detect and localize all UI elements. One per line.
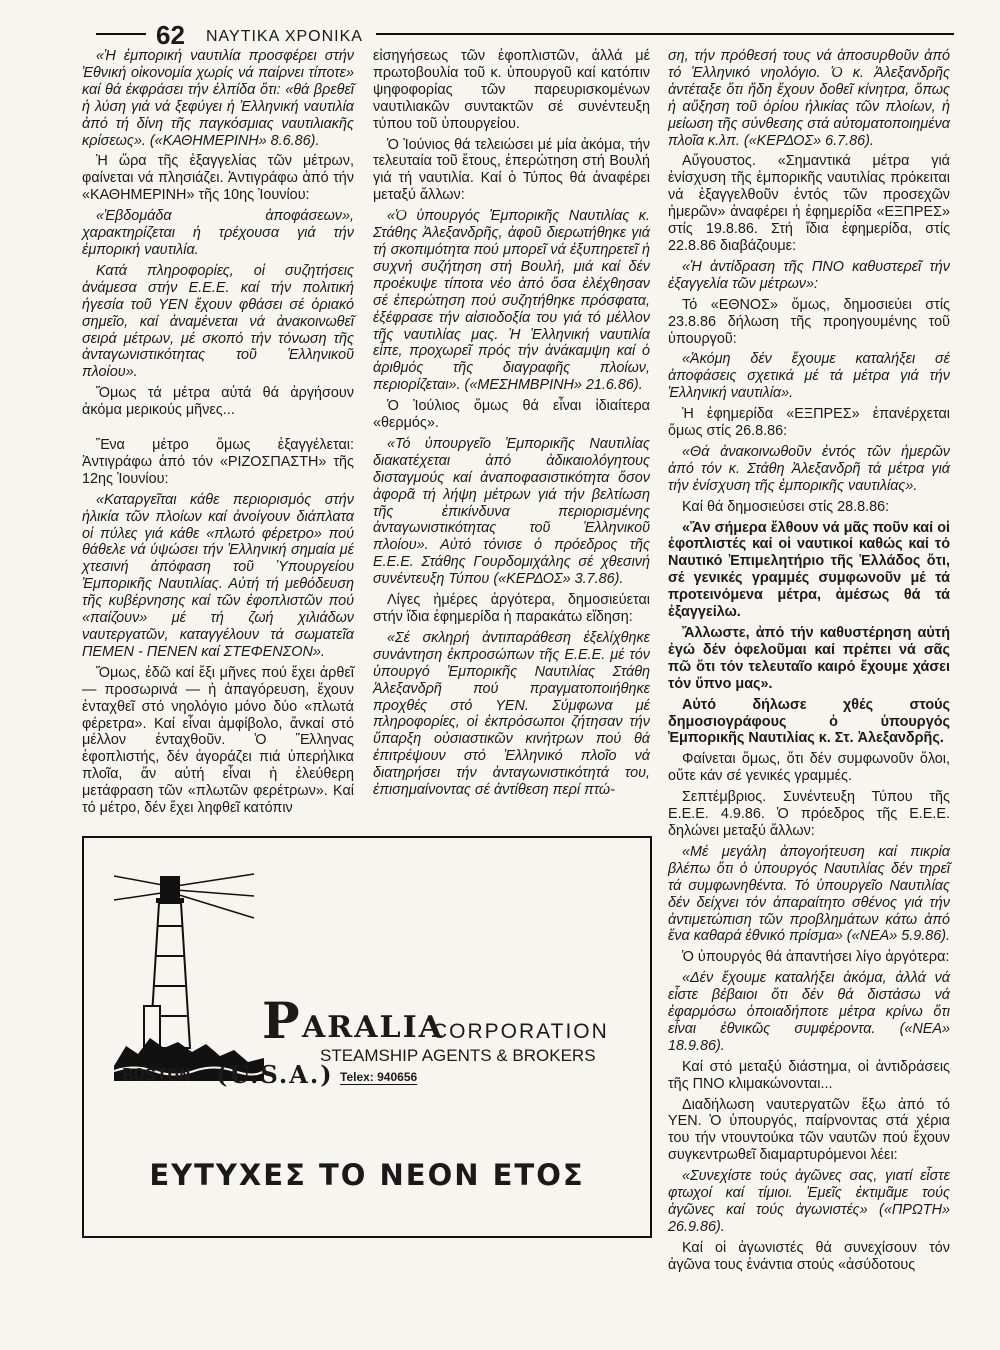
new-year-greeting: ΕΥΤΥΧΕΣ ΤΟ ΝΕΟΝ ΕΤΟΣ: [149, 1158, 585, 1192]
brand-corporation: CORPORATION: [432, 1020, 609, 1043]
article-paragraph: «Θά ἀνακοινωθοῦν ἐντός τῶν ἡμερῶν ἀπό τόν κ. Στάθη Ἀλεξανδρῆ τά μέτρα γιά τήν ἐνίσχυση τῆς ἐμπορικῆς ναυτιλίας».: [668, 443, 950, 494]
lighthouse-icon: [114, 866, 264, 1081]
article-paragraph: «Ἡ ἀντίδραση τῆς ΠΝΟ καθυστερεῖ τήν ἐξαγγελία τῶν μέτρων»:: [668, 258, 950, 292]
article-paragraph: Αὔγουστος. «Σημαντικά μέτρα γιά ἐνίσχυση τῆς ἐμπορικῆς ναυτιλίας πρόκειται νά ἐξαγγελθοῦν ἐντός τῶν προσεχῶν ἡμερῶν» ἀναφέρει ἡ ἐφημερίδα «ΕΞΠΡΕΣ» στίς 19.8.86. Στή ἴδια ἐφημερίδα, στίς 22.8.86 διαβάζουμε:: [668, 153, 950, 254]
header-rule-right: [376, 33, 954, 35]
publication-name: ΝΑΥΤΙΚΑ ΧΡΟΝΙΚΑ: [206, 28, 363, 45]
brand-initial: P: [262, 991, 300, 1050]
article-paragraph: Ὅμως τά μέτρα αὐτά θά ἀργήσουν ἀκόμα μερικούς μῆνες...: [82, 385, 354, 419]
brand-city: BOSTON: [122, 1065, 191, 1087]
article-paragraph: «Ἀκόμη δέν ἔχουμε καταλήξει σέ ἀποφάσεις σχετικά μέ τά μέτρα γιά τήν Ἑλληνική ναυτιλία».: [668, 351, 950, 402]
article-paragraph: Λίγες ἡμέρες ἀργότερα, δημοσιεύεται στήν ἴδια ἐφημερίδα ἡ παρακάτω εἴδηση:: [373, 592, 650, 625]
article-paragraph: Ὁ Ἰούνιος θά τελειώσει μέ μία ἀκόμα, τήν τελευταία τοῦ ἔτους, ἐπερώτηση στή Βουλή γιά τή ναυτιλία. Καί ὁ Τύπος θά ἀναφέρει μεταξύ ἄλλων:: [373, 136, 650, 204]
brand-country: (U.S.A.): [216, 1060, 334, 1089]
article-paragraph: «Τό ὑπουργεῖο Ἐμπορικῆς Ναυτιλίας διακατέχεται ἀπό ἀδικαιολόγητους δισταγμούς καί ἀναποφασιστικότητα ὅσον ἀφορᾶ τή λήψη μέτρων γιά τήν βελτίωση τῆς ἐπικίνδυνα περιορισμένης ἀνταγωνιστικότητας τοῦ Ἑλληνικοῦ πλοίου». Αὐτό τόνισε ὁ πρόεδρος τῆς Ε.Ε.Ε. Στάθης Γουρδομιχάλης σέ χθεσινή συνέντευξη Τύπου («ΚΕΡΔΟΣ» 3.7.86).: [373, 435, 650, 588]
article-paragraph: «Συνεχίστε τούς ἀγῶνες σας, γιατί εἶστε φτωχοί καί τίμιοι. Ἐμεῖς ἐκτιμᾶμε τούς ἀγῶνες καί τούς ἀγωνιστές» («ΠΡΩΤΗ» 26.9.86).: [668, 1168, 950, 1235]
article-paragraph: «Ἑβδομάδα ἀποφάσεων», χαρακτηρίζεται ἡ τρέχουσα γιά τήν ἐμπορική ναυτιλία.: [82, 208, 354, 258]
page-number: 62: [156, 20, 185, 50]
article-paragraph: «Δέν ἔχουμε καταλήξει ἀκόμα, ἀλλά νά εἶστε βέβαιοι ὅτι δέν θά διστάσω νά ἐφαρμόσω ὁποιαδήποτε μέτρα κρίνω ὅτι εἶναι ἐθνικῶς συμφέροντα. («ΝΕΑ» 18.9.86).: [668, 970, 950, 1054]
brand-telex: Telex: 940656: [340, 1070, 418, 1084]
article-paragraph: Διαδήλωση ναυτεργατῶν ἔξω ἀπό τό ΥΕΝ. Ὁ ὑπουργός, παίρνοντας στά χέρια του τήν ντουντούκα τῶν ναυτῶν πού ἔχουν συγκεντρωθεῖ διαμαρτυρόμενοι λέει:: [668, 1096, 950, 1164]
article-paragraph: εἰσηγήσεως τῶν ἐφοπλιστῶν, ἀλλά μέ πρωτοβουλία τοῦ κ. ὑπουργοῦ καί κατόπιν ψηφοφορίας τῶν παρευρισκομένων ναυτιλιακῶν συντακτῶν σέ συνέντευξη τύπου τοῦ ὑπουργείου.: [373, 48, 650, 132]
brand-tagline: STEAMSHIP AGENTS & BROKERS: [320, 1046, 596, 1065]
article-column-2: [373, 48, 650, 803]
article-paragraph: Τό «ΕΘΝΟΣ» ὅμως, δημοσιεύει στίς 23.8.86 δήλωση τῆς προηγουμένης τοῦ ὑπουργοῦ:: [668, 296, 950, 347]
article-paragraph: Ἡ ὥρα τῆς ἐξαγγελίας τῶν μέτρων, φαίνεται νά πλησιάζει. Ἀντιγράφω ἀπό τήν «ΚΑΘΗΜΕΡΙΝΗ» τῆς 10ης Ἰουνίου:: [82, 153, 354, 204]
article-column-1: [82, 48, 354, 821]
page-header: [96, 20, 954, 50]
article-paragraph: Φαίνεται ὅμως, ὅτι δέν συμφωνοῦν ὅλοι, οὔτε κάν σέ γενικές γραμμές.: [668, 751, 950, 785]
article-paragraph: Κατά πληροφορίες, οἱ συζητήσεις ἀνάμεσα στήν Ε.Ε.Ε. καί τήν πολιτική ἡγεσία τοῦ ΥΕΝ ἔχουν φθάσει σέ ὁριακό σημεῖο, καί ἀναμένεται νά ἀνακοινωθεῖ σειρά μέτρων, μέ σκοπό τήν τόνωση τῆς ἀνταγωνιστικότητας τοῦ Ἑλληνικοῦ πλοίου».: [82, 262, 354, 381]
article-paragraph: Σεπτέμβριος. Συνέντευξη Τύπου τῆς Ε.Ε.Ε. 4.9.86. Ὁ πρόεδρος τῆς Ε.Ε.Ε. δηλώνει μεταξύ ἄλλων:: [668, 789, 950, 839]
article-paragraph: Ὁ Ἰούλιος ὅμως θά εἶναι ἰδιαίτερα «θερμός».: [373, 398, 650, 432]
article-paragraph: Αὐτό δήλωσε χθές στούς δημοσιογράφους ὁ ὑπουργός Ἐμπορικῆς Ναυτιλίας κ. Στ. Ἀλεξανδρῆς.: [668, 696, 950, 747]
advertisement: [82, 836, 652, 1238]
article-paragraph: «Μέ μεγάλη ἀπογοήτευση καί πικρία βλέπω ὅτι ὁ ὑπουργός Ναυτιλίας δέν τηρεῖ τά συμφωνηθέντα. Τό ὑπουργεῖο Ναυτιλίας δέν δείχνει τόν ἀπαραίτητο σθένος γιά τήν ἀντιμετώπιση τῶν προβλημάτων κάτω ἀπό ἕνα καθαρά ἐθνικό πρίσμα» («ΝΕΑ» 5.9.86).: [668, 843, 950, 945]
brand-name: ARALIA: [302, 1010, 444, 1045]
article-paragraph: Καί στό μεταξύ διάστημα, οἱ ἀντιδράσεις τῆς ΠΝΟ κλιμακώνονται...: [668, 1058, 950, 1092]
article-paragraph: Ἡ ἐφημερίδα «ΕΞΠΡΕΣ» ἐπανέρχεται ὅμως στίς 26.8.86:: [668, 406, 950, 440]
article-paragraph: Καί οἱ ἀγωνιστές θά συνεχίσουν τόν ἀγῶνα τους ἐνάντια στούς «ἀσύδοτους: [668, 1239, 950, 1273]
article-paragraph: «Ἡ ἐμπορική ναυτιλία προσφέρει στήν Ἐθνική οἰκονομία χωρίς νά παίρνει τίποτε» καί θά ἐκφράσει τήν ἐλπίδα ὅτι: «θά βρεθεῖ ἡ λύση γιά νά ξεφύγει ἡ Ἑλληνική ναυτιλία ἀπό τή δίνη τῆς παγκόσμιας ναυτιλιακῆς κρίσεως». («ΚΑΘΗΜΕΡΙΝΗ» 8.6.86).: [82, 48, 354, 149]
article-paragraph: «Ἄν σήμερα ἔλθουν νά μᾶς ποῦν καί οἱ ἐφοπλιστές καί οἱ ναυτικοί καθώς καί τό Ναυτικό Ἐπιμελητήριο τῆς Ἑλλάδος ὅτι, σέ γενικές γραμμές συμφωνοῦν μέ τά προτεινόμενα μέτρα, ἀμέσως θά τά ἐξαγγείλω.: [668, 519, 950, 621]
article-paragraph: ση, τήν πρόθεσή τους νά ἀποσυρθοῦν ἀπό τό Ἑλληνικό νηολόγιο. Ὁ κ. Ἀλεξανδρῆς ἀντέταξε ὅτι ἤδη ἔχουν δοθεῖ κίνητρα, ὅπως ἡ αὔξηση τοῦ ὁρίου ἡλικίας τῶν πλοίων, ἡ μείωση τῆς σύνθεσης στά αὐτοματοποιημένα πλοῖα κ.λπ. («ΚΕΡΔΟΣ» 6.7.86).: [668, 48, 950, 149]
article-paragraph: Καί θά δημοσιεύσει στίς 28.8.86:: [682, 498, 890, 515]
article-paragraph: «Καταργεῖται κάθε περιορισμός στήν ἡλικία τῶν πλοίων καί ἀνοίγουν διάπλατα οἱ πύλες γιά κάθε «πλωτό φέρετρο» πού θάθελε νά ὑψώσει τήν Ἑλληνική σημαία μέ χτεσινή ἀπόφαση τοῦ Ὑπουργείου Ἐμπορικῆς Ναυτιλίας. Αὐτή τή μεθόδευση τῆς κυβέρνησης καί τῶν ἐφοπλιστῶν πού «παίζουν» μέ τή ζωή χιλιάδων ναυτεργατῶν, καταγγέλουν τά σωματεῖα ΠΕΜΕΝ - ΠΕΝΕΝ καί ΣΤΕΦΕΝΣΟΝ».: [82, 491, 354, 660]
header-rule-left: [96, 33, 146, 35]
article-paragraph: «Ὁ ὑπουργός Ἐμπορικῆς Ναυτιλίας κ. Στάθης Ἀλεξανδρῆς, ἀφοῦ διερωτήθηκε γιά τή σκοπιμότητα πού μπορεῖ νά ἐξυπηρετεῖ ἡ συχνή συζήτηση στή Βουλή, μιά καί δέν προέκυψε τίποτα νέο ἀπό ὅσα ἐλέχθησαν σέ ἐπερώτηση πού συζητήθηκε πρόσφατα, ἐξέφρασε τήν αἰσιοδοξία του γιά τό μέλλον τῆς ναυτιλίας μας. Ἡ Ἑλληνική ναυτιλία εἶπε, προχωρεῖ πρός τήν ἀνάκαμψη καί ὁ ἀριθμός τῆς διαγραφῆς πλοίων, περιορίζεται». («ΜΕΣΗΜΒΡΙΝΗ» 21.6.86).: [373, 208, 650, 394]
article-paragraph: Ἕνα μέτρο ὅμως ἐξαγγέλεται: Ἀντιγράφω ἀπό τόν «ΡΙΖΟΣΠΑΣΤΗ» τῆς 12ης Ἰουνίου:: [82, 437, 354, 487]
article-paragraph: Ὅμως, ἐδῶ καί ἔξι μῆνες πού ἔχει ἀρθεῖ — προσωρινά — ἡ ἀπαγόρευση, ἔχουν ἐνταχθεῖ στό νηολόγιο μόνο δύο «πλωτά φέρετρα». Καί εἶναι ἀμφίβολο, ἄνκαί στό μέλλον ἐνταχθοῦν. Ὁ Ἕλληνας ἐφοπλιστής, δέν ἀγοράζει πιά ὑπερήλικα πλοῖα, ἄν αὐτή εἶναι ἡ ἐλεύθερη μετάφραση τῶν «πλωτῶν φερέτρων». Καί τό μέτρο, δέν ἔχει ληφθεῖ κατόπιν: [82, 664, 354, 817]
article-paragraph: Ὁ ὑπουργός θά ἀπαντήσει λίγο ἀργότερα:: [682, 949, 950, 966]
article-paragraph: Ἄλλωστε, ἀπό τήν καθυστέρηση αὐτή ἐγώ δέν ὀφελοῦμαι καί πρέπει νά σᾶς πῶ ὅτι τόν τελευταῖο καιρό ἔχουμε χάσει τόν ὕπνο μας».: [668, 625, 950, 692]
article-paragraph: «Σέ σκληρή ἀντιπαράθεση ἐξελίχθηκε συνάντηση ἐκπροσώπων τῆς Ε.Ε.Ε. μέ τόν ὑπουργό Ἐμπορικῆς Ναυτιλίας Στάθη Ἀλεξανδρῆ πού πραγματοποιήθηκε προχθές στό ΥΕΝ. Σύμφωνα μέ πληροφορίες, οἱ ἐκπρόσωποι ζήτησαν τήν ὕπαρξη οὐσιαστικῶν κινήτρων πού θά ἐπιτρέψουν στό Ἑλληνικό πλοῖο νά διατηρήσει τήν ἀνταγωνιστικότητά του, ἐπισημαίνοντας σέ ἀντίθεση περί πτώ-: [373, 629, 650, 799]
article-column-3: [668, 48, 950, 1278]
